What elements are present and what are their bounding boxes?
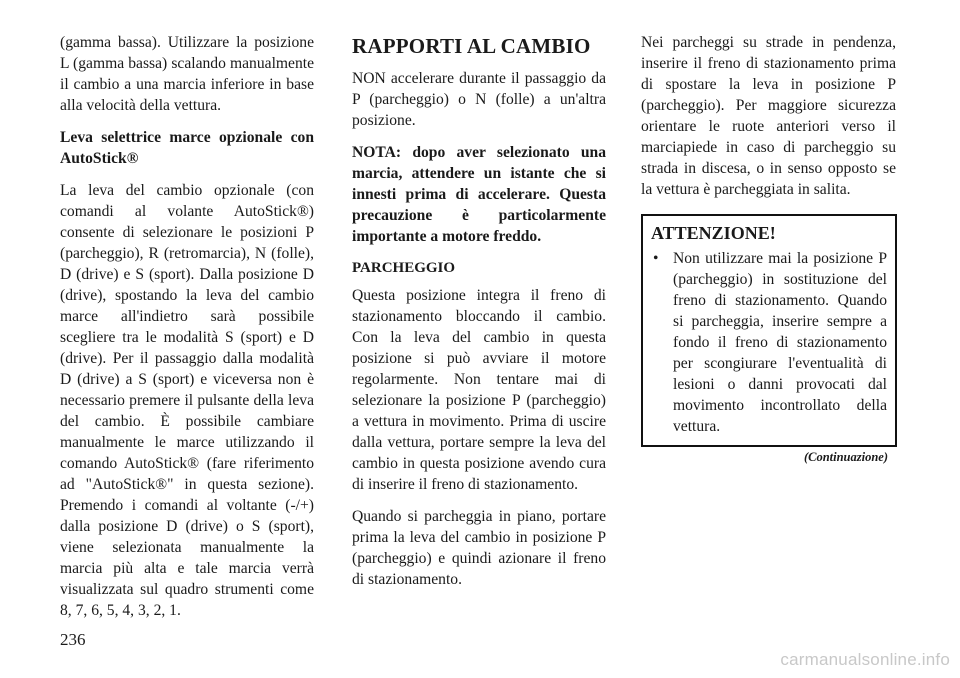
paragraph-parcheggio-piano: Quando si parcheggia in piano, portare prima la leva del cambio in posizione P (parcheggio) e quindi azionare il freno di stazionamento. — [352, 508, 606, 588]
section-heading-autostick: Leva selettrice marce opzionale con AutoStick® — [60, 129, 314, 167]
paragraph-parcheggio: Questa posizione integra il freno di stazionamento bloccando il cambio. Con la leva del cambio in questa posizione si può avviare il motore regolarmente. Non tentare mai di selezionare la posizione P (parcheggio) a vettura in movimento. Prima di uscire dalla vettura, portare sempre la leva del cambio in questa posizione avendo cura di inserire il freno di stazionamento. — [352, 287, 606, 493]
warning-title: ATTENZIONE! — [651, 223, 776, 243]
subheading-parcheggio: PARCHEGGIO — [352, 260, 456, 276]
warning-item — [651, 248, 887, 437]
note-paragraph: NOTA: dopo aver selezionato una marcia, attendere un istante che si innesti prima di accelerare. Questa precauzione è particolarmente importante a motore freddo. — [352, 144, 606, 245]
paragraph-no-accelerate: NON accelerare durante il passaggio da P (parcheggio) o N (folle) a un'altra posizione. — [352, 70, 606, 129]
text-column-middle — [352, 34, 606, 601]
bullet-icon: • — [653, 250, 659, 267]
text-column-left — [60, 32, 314, 632]
section-title: RAPPORTI AL CAMBIO — [352, 34, 591, 58]
watermark: carmanualsonline.info — [780, 650, 950, 669]
paragraph-pendenza: Nei parcheggi su strade in pendenza, inserire il freno di stazionamento prima di spostare la leva in posizione P (parcheggio). Per maggiore sicurezza orientare le ruote anteriori verso il marciapiede in caso di parcheggio su strada in discesa, o in senso opposto se la vettura è parcheggiata in salita. — [641, 34, 896, 198]
continuation-label: (Continuazione) — [803, 450, 888, 464]
paragraph-autostick: La leva del cambio opzionale (con comandi al volante AutoStick®) consente di selezionare le posizioni P (parcheggio), R (retromarcia), N (folle), D (drive) e S (sport). Dalla posizione D (drive), spostando la leva del cambio marce all'indietro sarà possibile scegliere tra le modalità S (sport) e D (drive). Per il passaggio dalla modalità D (drive) a S (sport) e viceversa non è necessario premere il pulsante della leva del cambio. È possibile cambiare manualmente le marce utilizzando il comando AutoStick® (fare riferimento ad "AutoStick®" in questa sezione). Premendo i comandi al voltante (-/+) dalla posizione D (drive) o S (sport), viene selezionata manualmente la marcia più alta e tale marcia verrà visualizzata sul quadro strumenti come 8, 7, 6, 5, 4, 3, 2, 1. — [60, 182, 314, 619]
paragraph-gamma-bassa: (gamma bassa). Utilizzare la posizione L (gamma bassa) scalando manualmente il cambio a una marcia inferiore in base alla velocità della vettura. — [60, 34, 314, 114]
page-number: 236 — [60, 630, 86, 649]
warning-item-text: Non utilizzare mai la posizione P (parcheggio) in sostituzione del freno di stazionamento. Quando si parcheggia, inserire sempre a fondo il freno di stazionamento per scongiurare l'eventualità di lesioni o danni provocati dal movimento incontrollato della vettura. — [673, 250, 887, 435]
warning-box — [641, 214, 897, 447]
text-column-right — [641, 32, 896, 447]
